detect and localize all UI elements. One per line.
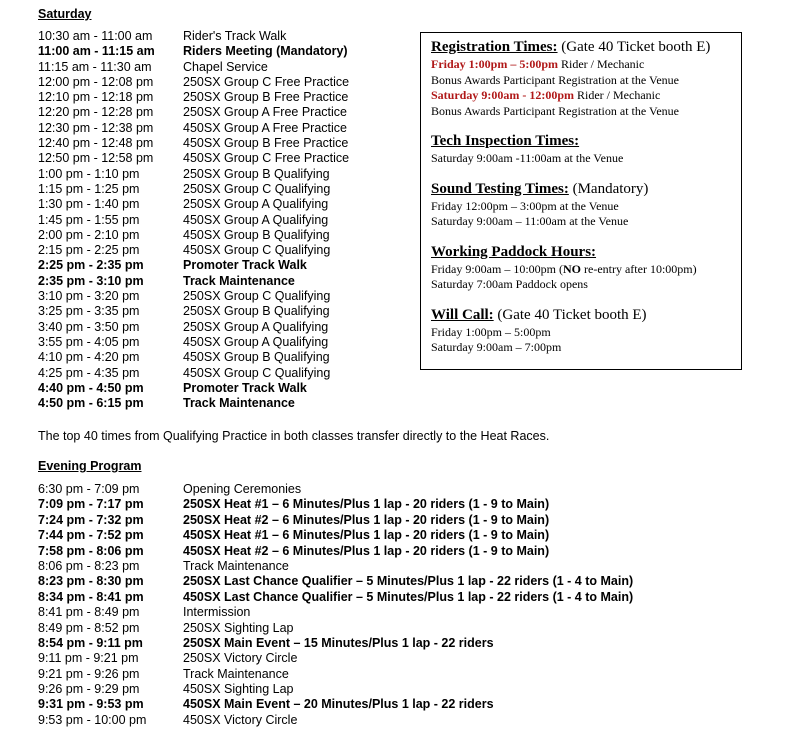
will-call-saturday: Saturday 9:00am – 7:00pm bbox=[431, 340, 562, 354]
schedule-time: 4:50 pm - 6:15 pm bbox=[38, 396, 144, 411]
sound-testing-friday: Friday 12:00pm – 3:00pm at the Venue bbox=[431, 198, 619, 213]
sound-testing-mandatory: (Mandatory) bbox=[568, 180, 649, 197]
schedule-event: 450SX Group B Qualifying bbox=[183, 227, 330, 242]
schedule-time: 2:00 pm - 2:10 pm bbox=[38, 227, 140, 242]
schedule-time: 7:44 pm - 7:52 pm bbox=[38, 528, 144, 543]
schedule-time: 3:10 pm - 3:20 pm bbox=[38, 289, 140, 304]
paddock-friday-no: NO bbox=[563, 261, 581, 276]
schedule-event: 250SX Heat #2 – 6 Minutes/Plus 1 lap - 20 riders (1 - 9 to Main) bbox=[183, 512, 550, 527]
schedule-time: 12:50 pm - 12:58 pm bbox=[38, 151, 154, 166]
schedule-event: 450SX Group C Qualifying bbox=[183, 365, 331, 380]
schedule-event: 450SX Group C Qualifying bbox=[183, 243, 331, 258]
schedule-time: 1:30 pm - 1:40 pm bbox=[38, 197, 140, 212]
will-call-location: (Gate 40 Ticket booth E) bbox=[493, 306, 647, 323]
schedule-time: 11:00 am - 11:15 am bbox=[38, 44, 155, 59]
schedule-time: 2:35 pm - 3:10 pm bbox=[38, 273, 144, 288]
schedule-event: 250SX Group B Qualifying bbox=[183, 166, 330, 181]
registration-location: (Gate 40 Ticket booth E) bbox=[557, 39, 711, 55]
schedule-event: 250SX Heat #1 – 6 Minutes/Plus 1 lap - 20 riders (1 - 9 to Main) bbox=[183, 497, 550, 512]
schedule-time: 8:34 pm - 8:41 pm bbox=[38, 589, 144, 604]
schedule-event: 450SX Group A Qualifying bbox=[183, 334, 329, 349]
tech-inspection-saturday: Saturday 9:00am -11:00am at the Venue bbox=[431, 151, 624, 165]
schedule-time: 12:40 pm - 12:48 pm bbox=[38, 136, 154, 151]
saturday-heading: Saturday bbox=[38, 7, 92, 21]
schedule-event: 250SX Group C Qualifying bbox=[183, 181, 331, 196]
tech-inspection-block bbox=[431, 132, 741, 167]
schedule-time: 9:21 pm - 9:26 pm bbox=[38, 666, 140, 681]
registration-friday-who: Rider / Mechanic bbox=[558, 57, 645, 71]
schedule-time: 9:53 pm - 10:00 pm bbox=[38, 712, 147, 727]
qualifying-note: The top 40 times from Qualifying Practice in both classes transfer directly to the Heat Races. bbox=[38, 429, 550, 443]
schedule-time: 10:30 am - 11:00 am bbox=[38, 29, 153, 43]
schedule-event: Promoter Track Walk bbox=[183, 380, 307, 395]
schedule-time: 7:09 pm - 7:17 pm bbox=[38, 497, 144, 512]
schedule-event: Opening Ceremonies bbox=[183, 482, 302, 496]
paddock-hours-heading: Working Paddock Hours: bbox=[431, 243, 597, 260]
will-call-block bbox=[431, 306, 741, 356]
schedule-event: 450SX Group A Qualifying bbox=[183, 212, 329, 227]
schedule-event: Intermission bbox=[183, 605, 251, 620]
schedule-time: 3:55 pm - 4:05 pm bbox=[38, 334, 140, 349]
schedule-event: 450SX Heat #2 – 6 Minutes/Plus 1 lap - 20 riders (1 - 9 to Main) bbox=[183, 543, 550, 558]
schedule-event: 250SX Sighting Lap bbox=[183, 620, 294, 635]
will-call-friday: Friday 1:00pm – 5:00pm bbox=[431, 324, 551, 339]
schedule-time: 4:40 pm - 4:50 pm bbox=[38, 380, 144, 395]
schedule-event: 250SX Group A Qualifying bbox=[183, 197, 329, 212]
schedule-event: 250SX Group B Free Practice bbox=[183, 90, 349, 105]
schedule-time: 9:31 pm - 9:53 pm bbox=[38, 697, 144, 712]
schedule-event: 250SX Group A Qualifying bbox=[183, 319, 329, 334]
schedule-time: 7:58 pm - 8:06 pm bbox=[38, 543, 144, 558]
schedule-time: 1:15 pm - 1:25 pm bbox=[38, 181, 140, 196]
schedule-event: 250SX Group C Free Practice bbox=[183, 74, 350, 89]
schedule-time: 1:00 pm - 1:10 pm bbox=[38, 166, 140, 181]
schedule-event: 450SX Sighting Lap bbox=[183, 682, 294, 697]
schedule-event: 250SX Group B Qualifying bbox=[183, 304, 330, 319]
schedule-time: 4:10 pm - 4:20 pm bbox=[38, 350, 140, 365]
schedule-event: 450SX Group B Free Practice bbox=[183, 136, 349, 151]
registration-saturday-who: Rider / Mechanic bbox=[574, 88, 661, 102]
schedule-time: 3:25 pm - 3:35 pm bbox=[38, 304, 140, 319]
schedule-time: 6:30 pm - 7:09 pm bbox=[38, 482, 140, 496]
paddock-friday-start: Friday 9:00am – 10:00pm ( bbox=[431, 261, 563, 276]
schedule-event: Chapel Service bbox=[183, 59, 268, 74]
schedule-event: 450SX Group B Qualifying bbox=[183, 350, 330, 365]
schedule-time: 7:24 pm - 7:32 pm bbox=[38, 512, 144, 527]
schedule-time: 11:15 am - 11:30 am bbox=[38, 59, 152, 74]
schedule-event: 450SX Victory Circle bbox=[183, 712, 298, 727]
registration-heading: Registration Times: bbox=[431, 39, 558, 55]
paddock-hours-block bbox=[431, 243, 741, 293]
schedule-time: 12:00 pm - 12:08 pm bbox=[38, 74, 154, 89]
sound-testing-block bbox=[431, 180, 741, 230]
schedule-event: 450SX Group C Free Practice bbox=[183, 151, 350, 166]
schedule-time: 12:20 pm - 12:28 pm bbox=[38, 105, 154, 120]
schedule-event: Track Maintenance bbox=[183, 396, 295, 411]
schedule-time: 9:26 pm - 9:29 pm bbox=[38, 682, 140, 697]
schedule-time: 8:49 pm - 8:52 pm bbox=[38, 620, 140, 635]
schedule-time: 8:23 pm - 8:30 pm bbox=[38, 574, 144, 589]
registration-block bbox=[431, 38, 741, 119]
schedule-time: 8:54 pm - 9:11 pm bbox=[38, 635, 143, 650]
schedule-event: Track Maintenance bbox=[183, 273, 295, 288]
registration-friday-bonus: Bonus Awards Participant Registration at the Venue bbox=[431, 72, 679, 87]
evening-program-heading: Evening Program bbox=[38, 459, 142, 473]
info-box bbox=[420, 32, 742, 370]
schedule-time: 12:30 pm - 12:38 pm bbox=[38, 120, 154, 135]
sound-testing-saturday: Saturday 9:00am – 11:00am at the Venue bbox=[431, 214, 629, 228]
sound-testing-heading: Sound Testing Times: bbox=[431, 180, 569, 197]
schedule-event: Promoter Track Walk bbox=[183, 258, 307, 273]
schedule-event: 250SX Group A Free Practice bbox=[183, 105, 347, 120]
registration-saturday-bonus: Bonus Awards Participant Registration at the Venue bbox=[431, 103, 679, 118]
paddock-friday-end: re-entry after 10:00pm) bbox=[581, 261, 697, 276]
will-call-heading: Will Call: bbox=[431, 306, 494, 323]
schedule-event: Rider's Track Walk bbox=[183, 29, 287, 43]
registration-friday-time: Friday 1:00pm – 5:00pm bbox=[431, 57, 558, 71]
schedule-event: Track Maintenance bbox=[183, 666, 289, 681]
tech-inspection-heading: Tech Inspection Times: bbox=[431, 133, 580, 149]
paddock-saturday: Saturday 7:00am Paddock opens bbox=[431, 277, 588, 291]
schedule-event: 250SX Group C Qualifying bbox=[183, 289, 331, 304]
schedule-time: 4:25 pm - 4:35 pm bbox=[38, 365, 140, 380]
schedule-event: 450SX Main Event – 20 Minutes/Plus 1 lap - 22 riders bbox=[183, 697, 494, 712]
schedule-time: 2:15 pm - 2:25 pm bbox=[38, 243, 140, 258]
schedule-time: 1:45 pm - 1:55 pm bbox=[38, 212, 140, 227]
schedule-time: 8:41 pm - 8:49 pm bbox=[38, 605, 140, 620]
schedule-event: 250SX Last Chance Qualifier – 5 Minutes/Plus 1 lap - 22 riders (1 - 4 to Main) bbox=[183, 574, 634, 589]
schedule-time: 2:25 pm - 2:35 pm bbox=[38, 258, 144, 273]
schedule-event: 450SX Heat #1 – 6 Minutes/Plus 1 lap - 20 riders (1 - 9 to Main) bbox=[183, 528, 550, 543]
schedule-event: 250SX Victory Circle bbox=[183, 651, 298, 666]
schedule-time: 9:11 pm - 9:21 pm bbox=[38, 651, 139, 666]
schedule-event: Track Maintenance bbox=[183, 558, 289, 573]
registration-saturday-time: Saturday 9:00am - 12:00pm bbox=[431, 88, 574, 102]
schedule-event: 450SX Group A Free Practice bbox=[183, 120, 347, 135]
schedule-event: Riders Meeting (Mandatory) bbox=[183, 44, 348, 59]
schedule-time: 12:10 pm - 12:18 pm bbox=[38, 90, 154, 105]
schedule-time: 8:06 pm - 8:23 pm bbox=[38, 558, 140, 573]
schedule-event: 250SX Main Event – 15 Minutes/Plus 1 lap - 22 riders bbox=[183, 635, 494, 650]
schedule-time: 3:40 pm - 3:50 pm bbox=[38, 319, 140, 334]
schedule-event: 450SX Last Chance Qualifier – 5 Minutes/Plus 1 lap - 22 riders (1 - 4 to Main) bbox=[183, 589, 634, 604]
